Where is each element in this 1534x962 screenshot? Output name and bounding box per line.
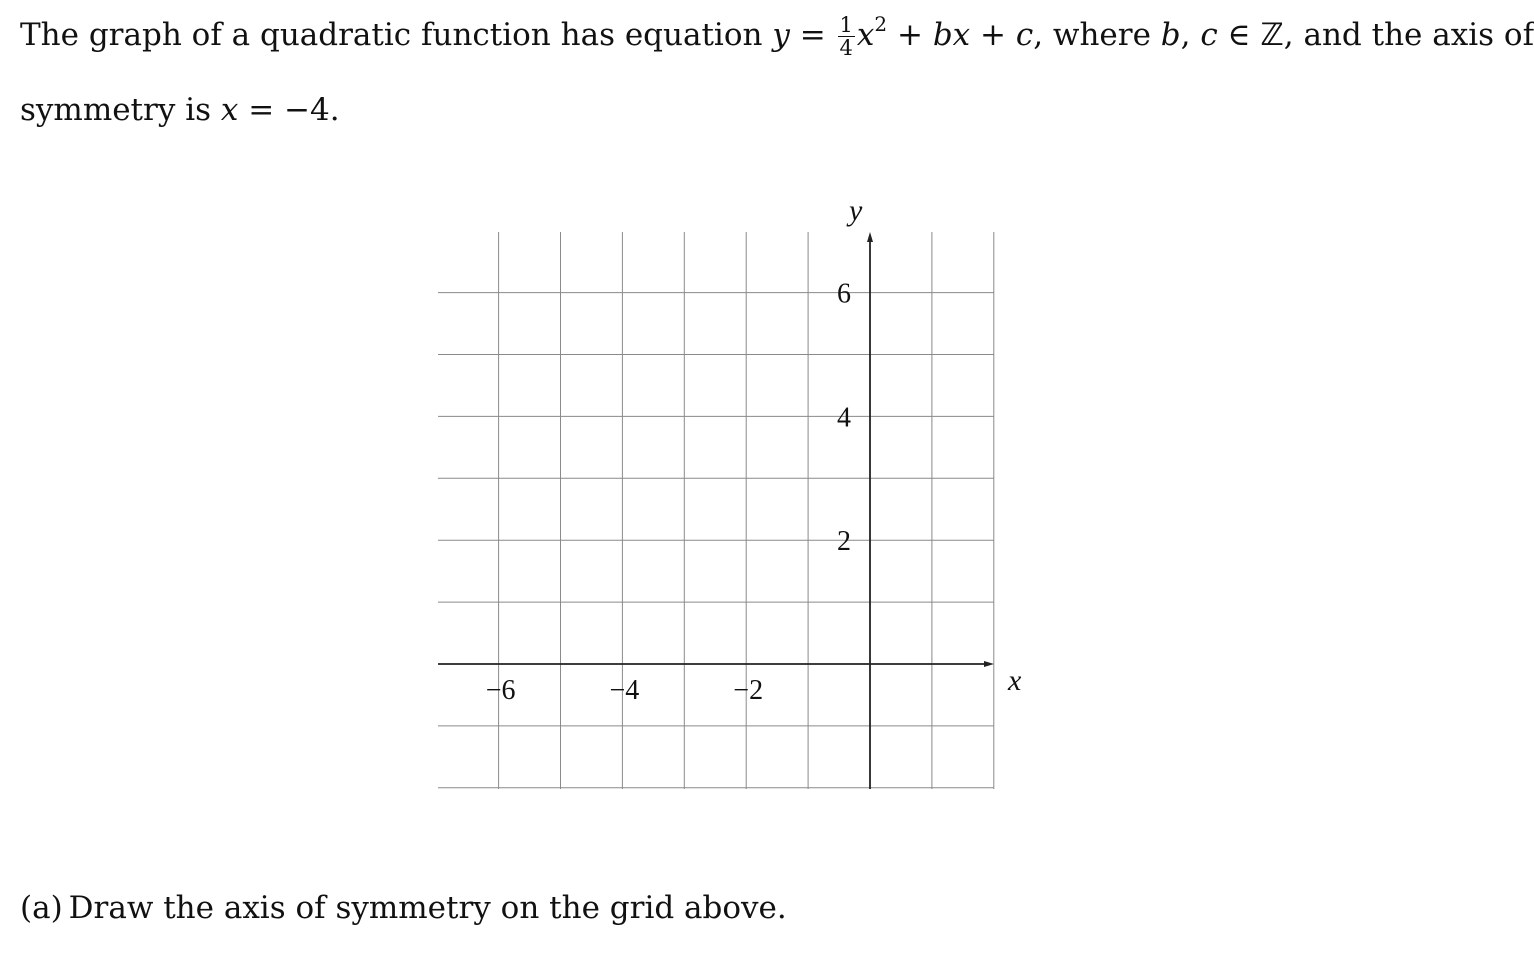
part-a-label: (a) [20, 890, 63, 926]
symmetry-var-x: x [220, 92, 239, 128]
term-c: c [1015, 17, 1034, 54]
element-of: ∈ [1217, 17, 1261, 54]
plus-sign: + [887, 17, 933, 54]
var-y: y [772, 17, 790, 54]
where-text: , where [1033, 17, 1161, 54]
symmetry-period: . [329, 92, 340, 128]
y-axis-arrow [867, 232, 873, 242]
x-tick-label: −4 [609, 675, 640, 706]
comma: , [1180, 17, 1201, 54]
symmetry-value: −4 [284, 92, 330, 128]
x-tick-label: −6 [485, 675, 516, 706]
fraction-numerator: 1 [839, 13, 853, 37]
part-a [20, 890, 787, 926]
var-c: c [1200, 17, 1218, 54]
plus-sign-2: + [970, 17, 1016, 54]
y-tick-label: 4 [837, 402, 851, 434]
x-axis-arrow [984, 661, 994, 667]
grid-lines [438, 232, 994, 789]
var-b: b [1160, 17, 1181, 54]
exponent: 2 [874, 12, 888, 37]
x-tick-label: −2 [733, 675, 764, 706]
symmetry-text: symmetry is [20, 92, 221, 128]
fraction-denominator: 4 [839, 36, 853, 61]
intro-text: The graph of a quadratic function has equation [20, 17, 773, 54]
y-axis-label: y [849, 194, 863, 227]
y-tick-label: 2 [837, 526, 851, 558]
equals-sign: = [789, 17, 836, 54]
x-axis-label: x [1008, 664, 1022, 697]
var-x: x [856, 17, 875, 54]
term-bx: bx [932, 17, 971, 54]
intro-end-text: , and the axis of [1283, 17, 1534, 54]
axes [438, 232, 994, 789]
symmetry-equals: = [238, 92, 285, 128]
integers-symbol: ℤ [1260, 17, 1284, 54]
tick-labels [486, 279, 851, 706]
y-tick-label: 6 [837, 278, 851, 310]
part-a-text: Draw the axis of symmetry on the grid above. [68, 890, 787, 926]
